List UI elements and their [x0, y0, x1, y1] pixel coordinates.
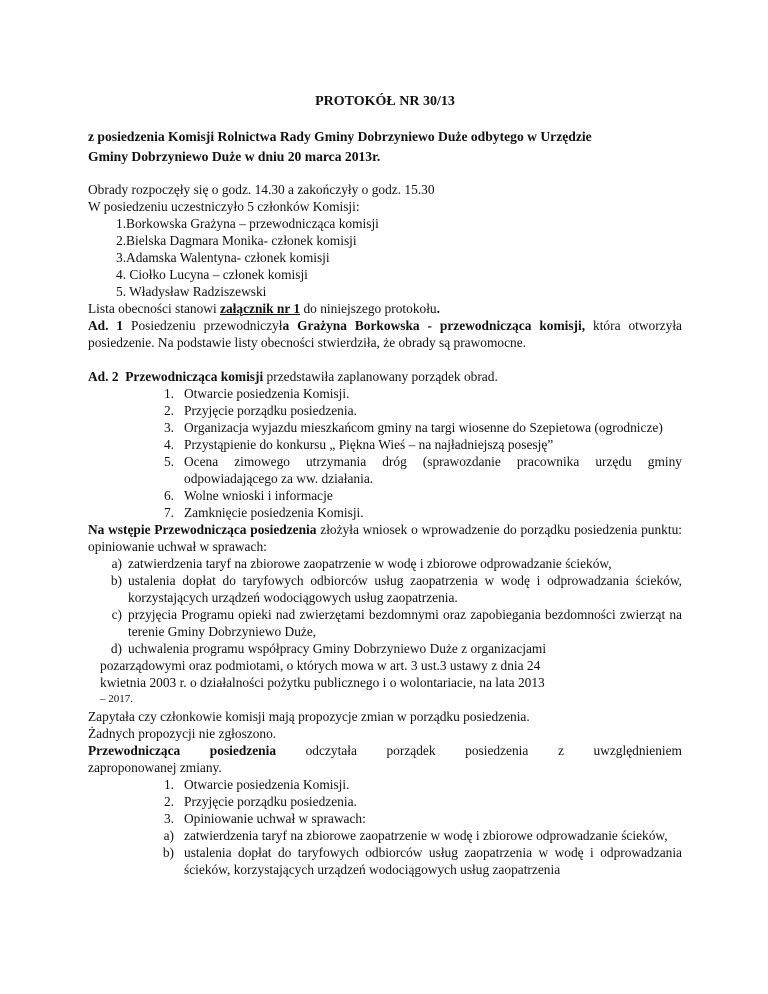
agenda2-sub-label: b)	[162, 845, 174, 860]
subtitle-line: Gminy Dobrzyniewo Duże w dniu 20 marca 2013r.	[88, 149, 381, 164]
agenda-item	[88, 419, 682, 436]
agenda-number: 2.	[163, 403, 174, 418]
member-item: 3.Adamska Walentyna- członek komisji	[116, 250, 330, 265]
agenda2-sub-text: zatwierdzenia taryf na zbiorowe zaopatrzenie w wodę i zbiorowe odprowadzanie ścieków,	[184, 828, 668, 843]
agenda2-item	[88, 810, 682, 827]
agenda-text: Przystąpienie do konkursu „ Piękna Wieś – na najładniejszą posesję”	[184, 437, 554, 452]
agenda2-sub-label: a)	[163, 828, 174, 843]
agenda2-text: Przyjęcie porządku posiedzenia.	[184, 794, 357, 809]
reading-word: posiedzenia	[465, 743, 529, 758]
note-text: Lista obecności stanowi	[88, 301, 221, 316]
agenda-item	[88, 504, 682, 521]
ad2-chair: Przewodnicząca komisji	[125, 369, 264, 384]
question-line: Zapytała czy członkowie komisji mają propozycje zmian w porządku posiedzenia.	[88, 709, 530, 724]
motion-item-label: a)	[111, 556, 122, 571]
motion-item-label: d)	[110, 641, 122, 656]
member-item: 2.Bielska Dagmara Monika- członek komisji	[116, 233, 357, 248]
subtitle-line: z posiedzenia Komisji Rolnictwa Rady Gminy Dobrzyniewo Duże odbytego w Urzędzie	[88, 129, 592, 144]
ad1-text: która otworzyła posiedzenie. Na podstawie listy obecności stwierdziła, że obrady są prawomocne.	[88, 318, 682, 350]
motion-item	[88, 606, 682, 640]
motion-item-text: uchwalenia programu współpracy Gminy Dobrzyniewo Duże z organizacjami	[128, 641, 547, 656]
motion-item-continuation: kwietnia 2003 r. o działalności pożytku publicznego i o wolontariacie, na lata 2013	[100, 675, 545, 690]
reading-word: odczytała	[305, 743, 357, 758]
agenda-number: 7.	[163, 505, 174, 520]
agenda2-number: 2.	[163, 794, 174, 809]
agenda-text: Zamknięcie posiedzenia Komisji.	[184, 505, 364, 520]
agenda2-sub-text: ustalenia dopłat do taryfowych odbiorców usług zaopatrzenia w wodę i odprowadzania ścieków, korzystających urządzeń wodociągowych usług zaopatrzenia	[184, 845, 682, 877]
reading-line-2: zaproponowanej zmiany.	[88, 760, 222, 775]
note-text: do niniejszego protokołu	[300, 301, 437, 316]
agenda-item	[88, 436, 682, 453]
agenda2-text: Opiniowanie uchwał w sprawach:	[184, 811, 366, 826]
agenda-item	[88, 487, 682, 504]
attachment-link: załącznik nr 1	[220, 301, 301, 316]
motion-chair: Na wstępie Przewodnicząca posiedzenia	[88, 522, 317, 537]
agenda2-item	[88, 776, 682, 793]
motion-item-text: ustalenia dopłat do taryfowych odbiorców usług zaopatrzenia w wodę i odprowadzania ścieków, korzystających urządzeń wodociągowych usług zaopatrzenia.	[128, 573, 682, 605]
agenda-item	[88, 385, 682, 402]
member-item: 5. Władysław Radziszewski	[116, 284, 267, 299]
ad2-text: przedstawiła zaplanowany porządek obrad.	[263, 369, 498, 384]
agenda2-subitem	[88, 827, 682, 844]
agenda-item	[88, 453, 682, 487]
agenda2-text: Otwarcie posiedzenia Komisji.	[184, 777, 350, 792]
subtitle	[88, 127, 682, 167]
page-title: PROTOKÓŁ NR 30/13	[315, 94, 455, 109]
attendance-line: W posiedzeniu uczestniczyło 5 członków Komisji:	[88, 199, 360, 214]
member-item: 4. Ciołko Lucyna – członek komisji	[116, 267, 308, 282]
motion-text: złożyła wniosek o wprowadzenie do porządku posiedzenia punktu: opiniowanie uchwał w sprawach:	[88, 522, 682, 554]
motion-item	[88, 572, 682, 606]
motion-item-label: c)	[111, 607, 122, 622]
motion-item-text: zatwierdzenia taryf na zbiorowe zaopatrzenie w wodę i zbiorowe odprowadzanie ścieków,	[128, 556, 612, 571]
motion-item	[88, 555, 682, 572]
agenda-text: Wolne wnioski i informacje	[184, 488, 333, 503]
ad1-paragraph	[88, 317, 682, 351]
agenda-text: Ocena zimowego utrzymania dróg (sprawozdanie pracownika urzędu gminy odpowiadającego za ww. działania.	[184, 454, 682, 486]
agenda2-number: 3.	[163, 811, 174, 826]
motion-paragraph	[88, 521, 682, 555]
ad2-heading	[88, 368, 682, 385]
agenda-text: Otwarcie posiedzenia Komisji.	[184, 386, 350, 401]
agenda-item	[88, 402, 682, 419]
reading-word: porządek	[386, 743, 436, 758]
agenda-number: 6.	[163, 488, 174, 503]
agenda-number: 1.	[163, 386, 174, 401]
ad1-label: Ad. 1	[88, 318, 124, 333]
motion-item-continuation: pozarządowymi oraz podmiotami, o których mowa w art. 3 ust.3 ustawy z dnia 24	[100, 658, 541, 673]
agenda-number: 3.	[163, 420, 174, 435]
member-item: 1.Borkowska Grażyna – przewodnicząca komisji	[116, 216, 379, 231]
agenda-text: Przyjęcie porządku posiedzenia.	[184, 403, 357, 418]
motion-item-text: przyjęcia Programu opieki nad zwierzętami bezdomnymi oraz zapobiegania bezdomności zwierząt na terenie Gminy Dobrzyniewo Duże,	[128, 607, 682, 639]
motion-item-label: b)	[110, 573, 122, 588]
reading-word: Przewodnicząca	[88, 743, 181, 758]
reading-word: uwzględnieniem	[593, 743, 682, 758]
no-proposals-line: Żadnych propozycji nie zgłoszono.	[88, 726, 277, 741]
reading-word: z	[557, 743, 564, 758]
meeting-hours: Obrady rozpoczęły się o godz. 14.30 a zakończyły o godz. 15.30	[88, 182, 435, 197]
agenda-number: 4.	[163, 437, 174, 452]
ad2-label: Ad. 2	[88, 369, 119, 384]
agenda-number: 5.	[163, 454, 174, 469]
document-body	[88, 181, 682, 878]
reading-word: posiedzenia	[209, 743, 277, 758]
attendance-list-note	[88, 300, 682, 317]
ad1-text: Posiedzeniu przewodniczył	[123, 318, 283, 333]
motion-item-continuation: – 2017.	[100, 693, 133, 705]
ad1-chair: a Grażyna Borkowska - przewodnicząca komisji,	[282, 318, 586, 333]
agenda2-subitem	[88, 844, 682, 878]
agenda2-number: 1.	[163, 777, 174, 792]
motion-item	[88, 640, 682, 657]
agenda2-item	[88, 793, 682, 810]
reading-line	[88, 742, 682, 759]
agenda-text: Organizacja wyjazdu mieszkańcom gminy na targi wiosenne do Szepietowa (ogrodnicze)	[184, 420, 663, 435]
note-dot: .	[436, 301, 440, 316]
